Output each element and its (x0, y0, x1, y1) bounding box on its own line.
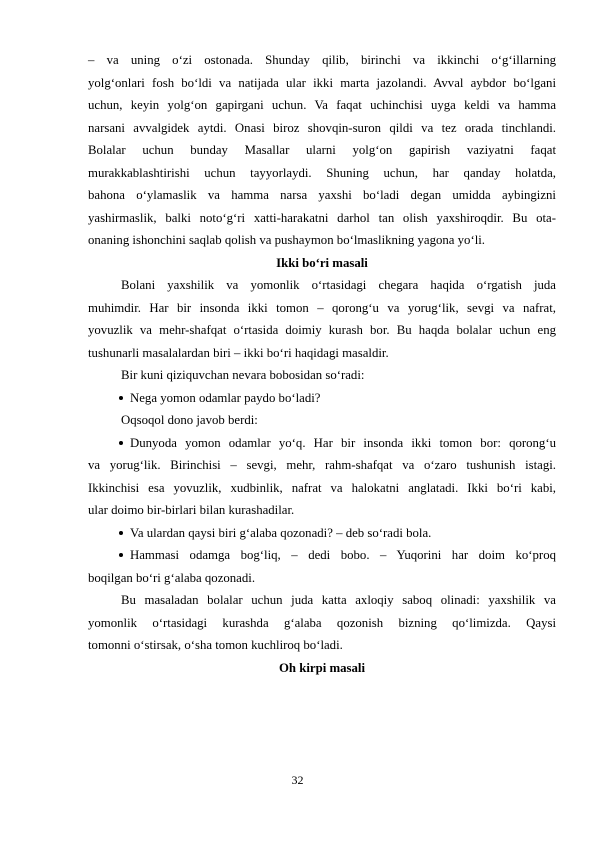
text-line: Hammasi odamga bog‘liq, – dedi bobo. – Yuqorini har doim ko‘proq (130, 548, 556, 562)
text-line: tushunarli masalalardan biri – ikki bo‘ri haqidagi masaldir. (88, 345, 389, 360)
text-line: ular doimo bir-birlari bilan kurashadilar. (88, 503, 295, 517)
text-line: Bolani yaxshilik va yomonlik o‘rtasidagi chegara haqida o‘rgatish juda (121, 278, 556, 292)
paragraph-two-wolves-intro (88, 274, 556, 364)
bullet-item (88, 544, 556, 589)
bullet-item (88, 387, 556, 410)
text-line: Nega yomon odamlar paydo bo‘ladi? (130, 390, 321, 405)
text-line: Dunyoda yomon odamlar yo‘q. Har bir insonda ikki tomon bor: qorong‘u (130, 435, 556, 450)
text-line: Bu masaladan bolalar uchun juda katta axloqiy saboq olinadi: yaxshilik va (121, 593, 556, 607)
section-heading: Oh kirpi masali (278, 660, 366, 675)
text-line: yashirmaslik, balki noto‘g‘ri xatti-harakatni darhol tan olish yaxshiroqdir. Bu ota- (88, 210, 556, 225)
text-line: yomonlik o‘rtasidagi kurashda g‘alaba qozonish bizning qo‘limizda. Qaysi (88, 615, 556, 630)
text-line: yolg‘onlari fosh bo‘ldi va natijada ular ikki marta jazolandi. Avval aybdor bo‘lgani (88, 75, 556, 90)
text-line: va yorug‘lik. Birinchisi – sevgi, mehr, rahm-shafqat va o‘zaro tushunish istagi. (88, 458, 556, 472)
text-line: – va uning o‘zi ostonada. Shunday qilib, birinchi va ikkinchi o‘g‘illarning (88, 53, 556, 67)
text-line: uchun, keyin yolg‘on gapirgani uchun. Va faqat uchinchisi uyga keldi va hamma (88, 98, 556, 112)
bullet-item (88, 522, 556, 545)
text-line: Va ulardan qaysi biri g‘alaba qozonadi? – deb so‘radi bola. (130, 525, 432, 540)
paragraph-wolves-intro-end (88, 49, 556, 252)
paragraph-grandson-asked: Bir kuni qiziquvchan nevara bobosidan so‘radi: (121, 368, 365, 382)
text-line: bahona o‘ylamaslik va hamma narsa yaxshi bo‘ladi degan umidda aybingizni (88, 188, 556, 202)
section-heading: Ikki bo‘ri masali (276, 255, 368, 270)
text-line: boqilgan bo‘ri g‘alaba qozonadi. (88, 570, 256, 585)
text-line: Ikkinchisi esa yovuzlik, xudbinlik, nafrat va halokatni anglatadi. Ikki bo‘ri kabi, (88, 480, 556, 495)
text-line: murakkablashtirishi uchun tayyorlaydi. Shuning uchun, har qanday holatda, (88, 165, 556, 180)
bullet-icon (119, 531, 123, 535)
text-line: onaning ishonchini saqlab qolish va pushaymon bo‘lmaslikning yagona yo‘li. (88, 233, 486, 247)
text-line: Bolalar uchun bunday Masallar ularni yolg‘on gapirish vaziyatni faqat (88, 143, 556, 157)
paragraph-elder-answered: Oqsoqol dono javob berdi: (121, 413, 258, 427)
page-number: 32 (291, 773, 304, 787)
text-line: yovuzlik va mehr-shafqat o‘rtasida doimiy kurash bor. Bu haqda bolalar uchun eng (88, 323, 556, 337)
paragraph-moral (88, 589, 556, 657)
text-line: muhimdir. Har bir insonda ikki tomon – qorong‘u va yorug‘lik, sevgi va nafrat, (88, 300, 556, 315)
text-line: narsani avvalgidek aytdi. Onasi biroz shovqin-suron qildi va tez orada tinchlandi. (88, 120, 556, 135)
text-line: tomonni o‘stirsak, o‘sha tomon kuchliroq bo‘ladi. (88, 638, 343, 652)
bullet-icon (119, 553, 123, 557)
bullet-item (88, 432, 556, 522)
page-body (88, 49, 556, 679)
bullet-icon (119, 441, 123, 445)
bullet-icon (119, 396, 123, 400)
